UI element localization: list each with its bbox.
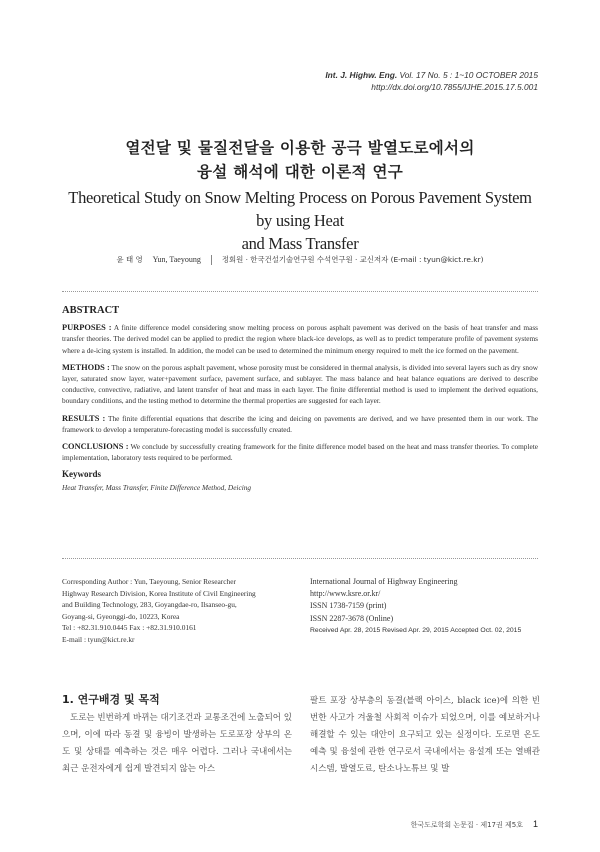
journal-citation (325, 70, 538, 82)
conclusions-label: CONCLUSIONS : (62, 442, 129, 452)
english-title-line1: Theoretical Study on Snow Melting Process on Porous Pavement System by using Heat (68, 188, 532, 230)
journal-info-block (310, 576, 540, 637)
journal-url[interactable]: http://www.ksre.or.kr/ (310, 589, 381, 599)
corresponding-line: Tel : +82.31.910.0445 Fax : +82.31.910.0161 (62, 623, 197, 632)
corresponding-line: Corresponding Author : Yun, Taeyoung, Senior Researcher (62, 577, 236, 586)
abstract-heading: ABSTRACT (62, 305, 120, 316)
korean-title-line2: 융설 해석에 대한 이론적 연구 (196, 163, 404, 181)
doi-link[interactable]: http://dx.doi.org/10.7855/IJHE.2015.17.5.001 (371, 81, 538, 92)
footer-journal: 한국도로학회 논문집 · 제17권 제5호 (410, 821, 523, 829)
keywords-heading: Keywords (62, 469, 101, 480)
purposes-label: PURPOSES : (62, 323, 112, 333)
author-name-english: Yun, Taeyoung (152, 255, 201, 264)
conclusions-text: We conclude by successfully creating framework for the finite difference model based on the heat and mass transfer theories. To complete implementation, laboratory tests required to be performed. (62, 442, 538, 463)
journal-info-line: ISSN 1738-7159 (print) (310, 601, 387, 611)
methods-text: The snow on the porous asphalt pavement, whose porosity must be considered in thermal analysis, is divided into several layers such as dry snow layer, saturated snow layer, water+pavement surface, pavement surface, and sublayer. The mass balance and heat balance equations are derived to describe conductive, convective, radiative, and latent transfer of heat and mass in each layer. The finite differential method is used to implement the derived equations, boundary conditions, and the testing method to determine the thermal properties are suggested for each layer. (62, 362, 538, 406)
results-label: RESULTS : (62, 413, 106, 423)
abstract-methods (62, 362, 538, 407)
author-affiliation: 정회원 · 한국건설기술연구원 수석연구원 · 교신저자 (E-mail : tyun@kict.re.kr) (221, 255, 484, 264)
author-name-korean: 윤 태 영 (116, 255, 143, 264)
journal-info-line: International Journal of Highway Engineering (310, 577, 458, 586)
journal-name: Int. J. Highw. Eng. (325, 70, 398, 80)
keywords-list: Heat Transfer, Mass Transfer, Finite Difference Method, Deicing (62, 482, 252, 492)
corresponding-line: Goyang-si, Gyeonggi-do, 10223, Korea (62, 611, 180, 621)
purposes-text: A finite difference model considering snow melting process on porous asphalt pavement was derived on the basis of heat transfer and mass transfer theories. The derived model can be applied to predict the region where black-ice develops, as well as to predict temperature profile of pavement systems where a de-icing system is installed. In addition, the model can be used to determined the minimum energy required to melt the ice formed on the pavement. (62, 323, 538, 355)
corresponding-line: and Building Technology, 283, Goyangdae-ro, Ilsanseo-gu, (62, 600, 237, 609)
journal-header (325, 70, 538, 93)
corresponding-email: E-mail : tyun@kict.re.kr (62, 634, 135, 644)
author-line (0, 254, 600, 266)
abstract-purposes (62, 322, 538, 356)
korean-title-line1: 열전달 및 물질전달을 이용한 공극 발열도로에서의 (125, 139, 475, 157)
korean-title (0, 136, 600, 184)
journal-info-line: ISSN 2287-3678 (Online) (310, 613, 394, 623)
page-number: 1 (532, 819, 538, 829)
results-text: The finite differential equations that describe the icing and deicing on pavements are derived, and we have presented them in our work. The framework to develop a temperature-forecasting model is successfully created. (62, 413, 538, 434)
abstract-conclusions (62, 441, 538, 463)
divider-bottom (62, 558, 538, 559)
divider-top (62, 291, 538, 292)
section-title: 1. 연구배경 및 목적 (62, 693, 160, 706)
author-separator (211, 255, 212, 265)
body-column-right: 팔트 포장 상부층의 동결(블랙 아이스, black ice)에 의한 빈번한 사고가 겨울철 사회적 이슈가 되었으며, 이를 예보하거나 해결할 수 있는 대안이 요구되고 있는 실정이다. 도로면 온도 예측 및 융설에 관한 연구로서 국내에서는 융설계 또는 열배관 시스템, 발열도료, 탄소나노튜브 및 발 (310, 696, 540, 774)
methods-label: METHODS : (62, 362, 110, 372)
abstract-section (62, 305, 538, 493)
abstract-results (62, 413, 538, 435)
volume-info: Vol. 17 No. 5 : 1~10 OCTOBER 2015 (397, 70, 538, 80)
corresponding-line: Highway Research Division, Korea Institute of Civil Engineering (62, 588, 256, 598)
english-title (60, 186, 540, 255)
page-footer (411, 819, 538, 830)
corresponding-author-block (62, 576, 308, 645)
body-column-left: 도로는 빈번하게 바뀌는 대기조건과 교통조건에 노출되어 있으며, 이에 따라 동결 및 융빙이 발생하는 도로포장 상부의 온도 및 상태를 예측하는 것은 매우 어렵다. 그러나 국내에서는 최근 운전자에게 쉽게 발견되지 않는 아스 (62, 713, 292, 774)
received-dates: Received Apr. 28, 2015 Revised Apr. 29, 2015 Accepted Oct. 02, 2015 (310, 626, 522, 634)
english-title-line2: and Mass Transfer (241, 234, 359, 253)
